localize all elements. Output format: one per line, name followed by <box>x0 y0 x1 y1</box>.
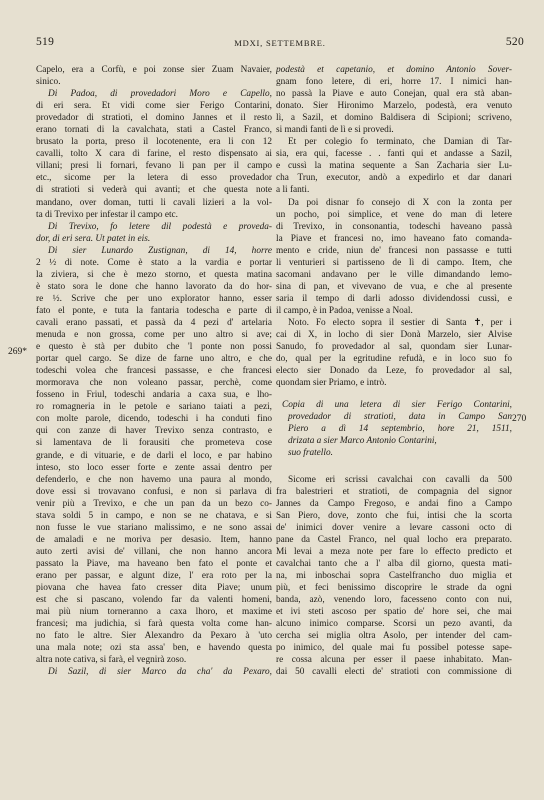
text-line: cavalchai tanto che a l' alba dil giorno, questa mati- <box>276 558 512 569</box>
text-line: di Trevixo, in consonantia, todeschi haveano passà <box>276 221 512 232</box>
text-line: todeschi volea che francesi passasse, e che francesi <box>36 366 272 377</box>
text-line: cavali erano passati, et passà da 4 pezi d' artelaria <box>36 317 272 328</box>
text-line: la ziviera, si che è mezo storno, et questa matina <box>36 269 272 280</box>
text-line: è stato sora le done che hanno lavorato da do hor- <box>36 281 272 292</box>
text-line: Da poi disnar fo consejo di X con la zonta per <box>288 197 512 208</box>
text-line: cai di X, in locho di sier Donà Marzelo, sier Alvise <box>276 330 512 341</box>
text-line: Di Padoa, di provedadori Moro e Capello, <box>48 89 272 100</box>
text-line: electo sier Donado da Leze, fo provedador al sal, <box>276 366 512 377</box>
text-line: qui con zanze di haver Trevixo senza contrasto, e <box>36 426 272 437</box>
text-line: con molte parole, dicendo, todeschi i ha conduti fino <box>36 414 272 425</box>
text-line: Mi levai a meza note per fare lo effecto predicto et <box>276 546 512 557</box>
text-line: quondam sier Priamo, e intrò. <box>276 378 387 389</box>
text-line: stava soldi 5 in campo, e non se ne chatava, e si <box>36 510 272 521</box>
text-line: na, mi inboschai sopra Castelfrancho duo miglia et <box>276 570 512 581</box>
text-line: alcuno inimico comparse. Scorsi un pezo avanti, da <box>276 619 512 630</box>
margin-column-number-right: 270 <box>512 414 527 424</box>
text-line: est che si pascano, volendo far da valenti homeni, <box>36 595 272 606</box>
text-line: fra balestrieri et stratioti, de compagnia del signor <box>276 486 512 497</box>
text-line: cha Trun, executor, andò a expedirlo et dar danari <box>276 173 512 184</box>
text-line: villani; presi li fornari, fevano li pan per il campo <box>36 161 272 172</box>
text-line: francesi; ma judichia, si farà questa volta come han- <box>36 619 272 630</box>
text-line: sinico. <box>36 77 61 88</box>
text-line: cercha sei miglia oltra Asolo, per intender del cam- <box>276 631 512 642</box>
text-line: gnam fono letere, di eri, horre 17. I nimici han- <box>276 77 512 88</box>
text-line: no fato le altre. Sier Alexandro da Pexaro à 'uto <box>36 631 272 642</box>
text-line: il campo, è in Padoa, venisse a Noal. <box>276 305 413 316</box>
text-line: auto zerti avisi de' villani, che non hanno ancora <box>36 546 272 557</box>
text-line: Capelo, era a Corfù, e poi zonse sier Zuam Navaier, <box>36 65 272 75</box>
text-line: portar quel cargo. Se dize de farne uno altro, e che <box>36 354 272 365</box>
text-line: fosseno in Friul, todeschi andaria a caxa sua, e lho- <box>36 390 272 401</box>
text-line: 2 ½ di note. Come è stato a la vardia e portar <box>36 257 272 268</box>
text-line: suo fratello. <box>288 448 333 459</box>
text-line: pane da Castel Franco, nel qual locho era preparato. <box>276 534 512 545</box>
text-line: e questo è stà per dubito che 'l ponte non possi <box>36 342 272 353</box>
text-line: menuda e non grossa, come per uno altro si ave; <box>36 330 272 341</box>
text-line: banda, azò, venendo loro, facesseno conto con nui, <box>276 594 512 605</box>
text-line: saria il tempo di darli adosso dividendossi cussì, e <box>276 293 512 304</box>
text-line: più, et feci benissimo discoprire le strade da ogni <box>276 582 512 593</box>
text-line: provedador di stratioti, el domino Jannes et il resto <box>36 113 272 124</box>
text-line: lì, a Sazil, et domino Baldisera di Scipioni; scriveno, <box>276 113 512 124</box>
text-line: Di Sazil, di sier Marco da cha' da Pexaro, <box>48 667 272 678</box>
text-line: San Piero, dove, zonto che fui, intisi che la scorta <box>276 510 512 521</box>
text-line: do, qual per la egritudine refudà, e in loco suo fo <box>276 354 512 365</box>
text-line: altra note cativa, si farà, el vegnirà zoso. <box>36 655 187 666</box>
right-text-column <box>276 64 512 678</box>
text-line: provedador di stratioti, data in Campo San <box>288 412 512 423</box>
text-line: Di Trevixo, fo letere dil podestà e proveda- <box>48 221 272 232</box>
left-text-column <box>36 64 272 678</box>
text-line: sia, era qui, facesse . . fanti qui et andasse a Sazil, <box>276 149 512 160</box>
text-line: mai più nium torneranno a caxa lhoro, et maxime <box>36 607 272 618</box>
text-line: brusato la porta, preso il locotenente, era li con 12 <box>36 137 272 148</box>
text-line: Jannes da Campo Fregoso, e andai fino a Campo <box>276 498 512 509</box>
text-line: Sanudo, fo provedador al sal, quondam sier Lunar- <box>276 342 512 353</box>
text-line: Piero a dì 14 septembrio, hore 21, 1511, <box>288 424 512 435</box>
text-line: ta di Trevixo per infestar il campo etc. <box>36 209 178 220</box>
text-line: drizata a sier Marco Antonio Contarini, <box>288 436 437 447</box>
text-line: piovana che havea fato cresser dita Piave; unum <box>36 583 272 594</box>
text-line: ro romagneria in le petole e sariano taiati a pezi, <box>36 402 272 413</box>
text-line: erano tornati di la cavalchata, stati a Castel Franco, <box>36 125 272 136</box>
text-line: Noto. Fo electo sopra il sestier di Santa ✝, per i <box>288 317 512 328</box>
page-header <box>36 36 524 52</box>
text-line: Sicome eri scrissi cavalchai con cavalli da 500 <box>288 474 512 485</box>
text-line: inteso, sto loco esser forte e zente assai dentro per <box>36 462 272 473</box>
text-line: Et per colegio fo terminato, che Damian di Tar- <box>288 137 512 148</box>
text-line: mento e cride, niun de' francesi non passasse e tutti <box>276 245 512 256</box>
text-line: sacomani andavano per le ville dimandando lemo- <box>276 269 512 280</box>
text-line: un pocho, poi simplice, et vene do man di letere <box>276 209 512 220</box>
text-line: de amaladi e ne moriva per desasio. Item, hanno <box>36 534 272 545</box>
text-line: mormorava che non voleano passar, perchè, come <box>36 378 272 389</box>
text-line: sina di pan, et vivevano de vua, e che al presente <box>276 281 512 292</box>
text-line: e cussì la matina sequente a San Zacharia sier Lu- <box>276 161 512 172</box>
text-line: una mala note; ozi sta assa' ben, e havendo questa <box>36 643 272 654</box>
text-line: grande, e di vituarie, e de darli el loco, e par habino <box>36 450 272 461</box>
margin-column-number-left: 269* <box>8 347 27 357</box>
text-line: dor, di eri sera. Ut patet in eis. <box>36 233 151 244</box>
text-line: non fusse le vue stariano malissimo, e ne sono assai <box>36 522 272 533</box>
paragraph-gap <box>276 389 512 399</box>
text-line: no passà la Piave e auto Conejan, qual era stà aban- <box>276 89 512 100</box>
text-line: erano per passar, e algunt dize, l' era roto per la <box>36 570 272 581</box>
text-line: de' inimici dover venire a levare cassoni octo di <box>276 522 512 533</box>
text-line: re cossa alcuna per esser il paese inhabitato. Man- <box>276 655 512 666</box>
page-number-left: 519 <box>36 36 55 48</box>
text-line: et ivi steti ascoso per spatio de' hore sei, che mai <box>276 607 512 618</box>
text-line: etc., sicome per la letera di esso provedador <box>36 173 272 184</box>
text-line: defenderlo, e che non havemo una paura al mondo, <box>36 474 272 485</box>
text-line: la Piave et francesi no, imo haveano fato comanda- <box>276 233 512 244</box>
text-line: cavalli, tolto X cara di farine, el resto dispensato ai <box>36 149 272 160</box>
text-line: dai 50 cavalli electi de' stratioti con commissione di <box>276 667 512 678</box>
paragraph-gap <box>276 460 512 474</box>
text-line: passato la Piave, ma haveano ben fato el ponte et <box>36 558 272 569</box>
text-line: Di sier Lunardo Zustignan, di 14, horre <box>48 245 272 256</box>
text-line: a li fanti. <box>276 185 310 196</box>
text-line: si mandi fanti de lì e si provedi. <box>276 125 394 136</box>
text-line: fato el ponte, e tuta la fantaria todescha e parte di <box>36 305 272 316</box>
text-line: po inimico, del quale mai fu possibel potesse sape- <box>276 643 512 654</box>
text-line: podestà et capetanio, et domino Antonio Sover- <box>276 65 512 75</box>
text-line: mandano, over doman, tutti li cavali lizieri a la vol- <box>36 197 272 208</box>
text-line: venir più a Trevixo, e che un pan da un bezo co- <box>36 498 272 509</box>
text-line: Copia di una letera di sier Ferigo Contarini, <box>282 400 512 411</box>
text-line: donato. Sier Hironimo Marzelo, podestà, era venuto <box>276 101 512 112</box>
text-line: di stratioti si vederà qui avanti; et che questa note <box>36 185 272 196</box>
text-line: dove essi si trovavano confusi, e non si parlava di <box>36 486 272 497</box>
text-line: re ½. Scrive che per uno explorator hanno, esser <box>36 293 272 304</box>
text-line: di eri sera. Et vidi come sier Ferigo Contarini, <box>36 101 272 112</box>
page-number-right: 520 <box>505 36 524 48</box>
running-title: MDXI, SETTEMBRE. <box>234 38 326 48</box>
text-line: li venturieri si partisseno de lì di campo. Item, che <box>276 257 512 268</box>
text-line: si lamentava de li forausiti che prometeva cose <box>36 438 272 449</box>
